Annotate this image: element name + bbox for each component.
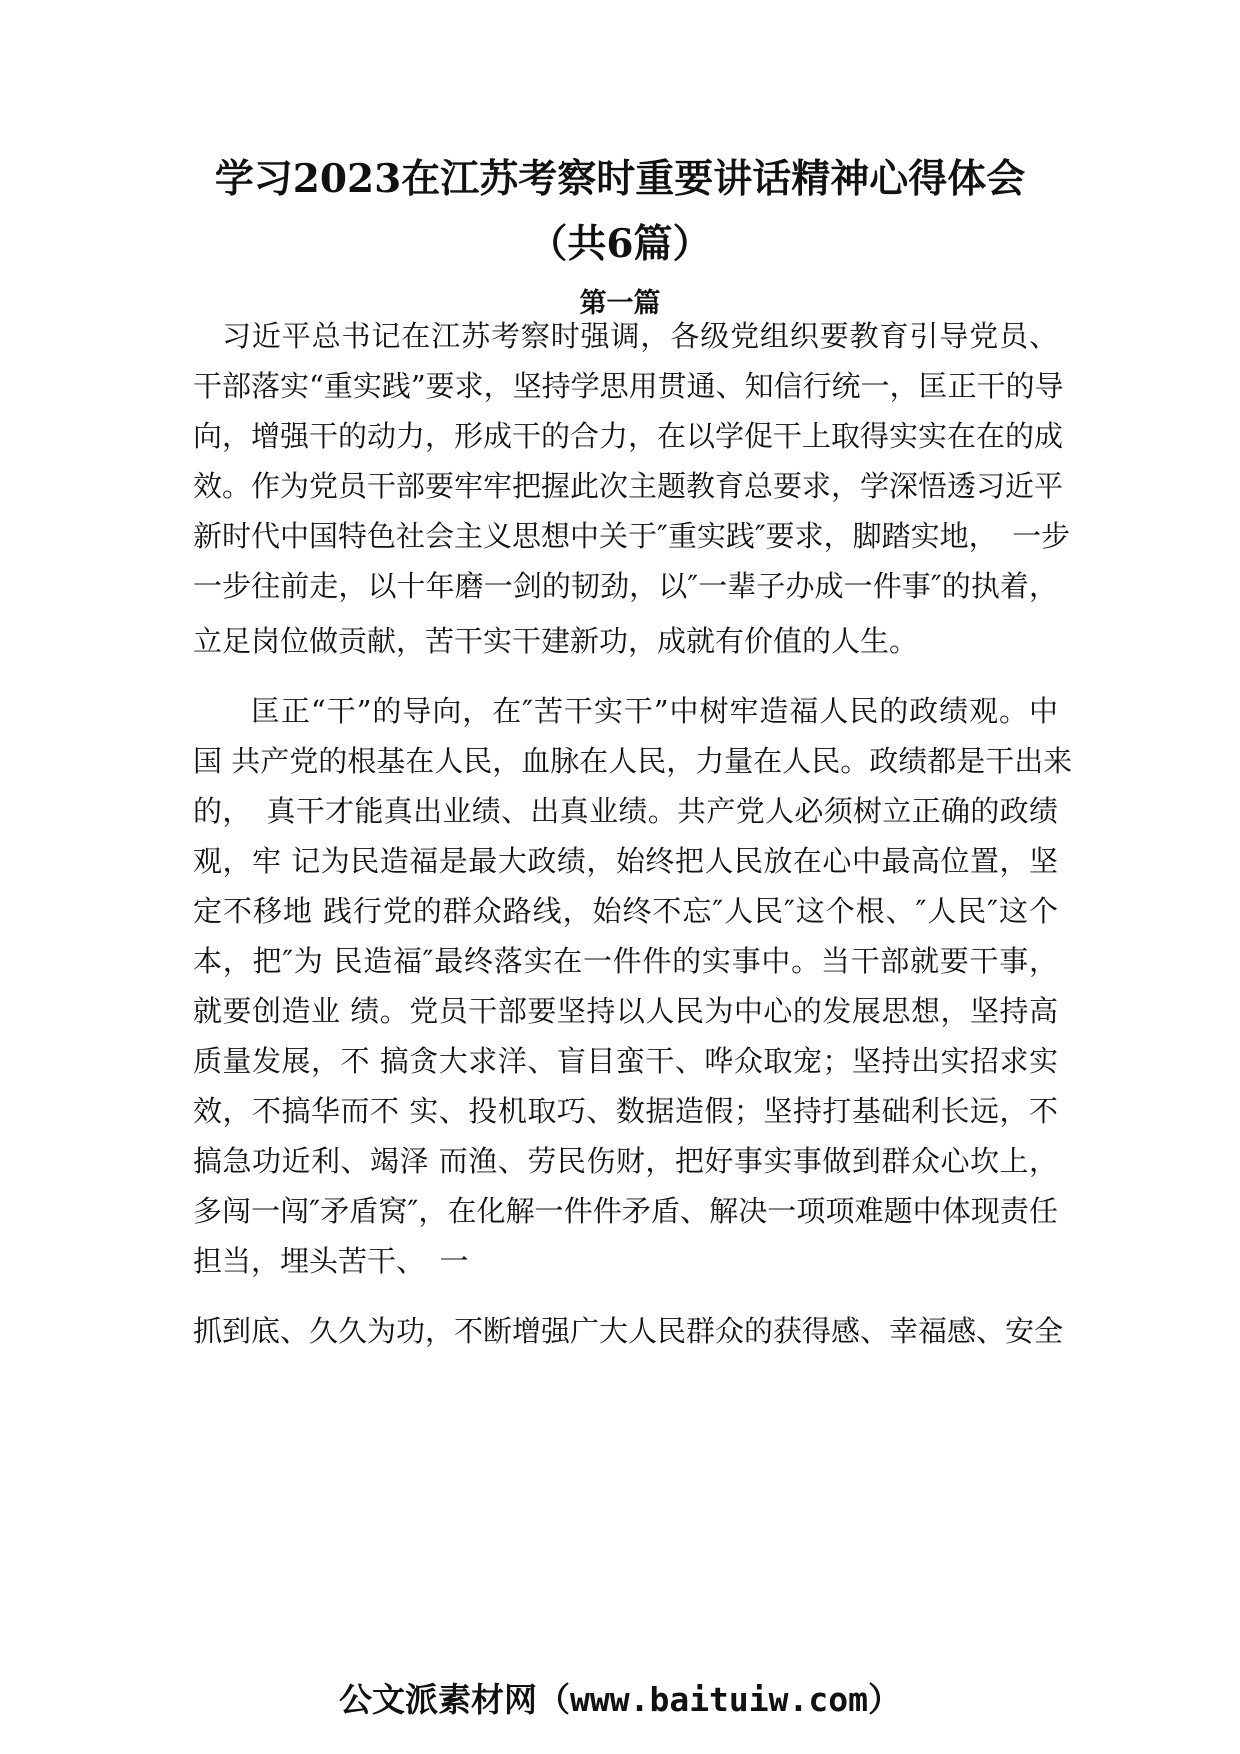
paragraph2-line: 效，不搞华而不 实、投机取巧、数据造假；坚持打基础利长远，不 xyxy=(193,1094,1058,1128)
paragraph2-line: 质量发展，不 搞贪大求洋、盲目蛮干、哗众取宠；坚持出实招求实 xyxy=(193,1044,1058,1078)
footer-url: （www.baituiw.com） xyxy=(536,1680,901,1719)
paragraph2-line: 国 共产党的根基在人民，血脉在人民，力量在人民。政绩都是干出来 xyxy=(193,744,1073,778)
paragraph2-line: 观，牢 记为民造福是最大政绩，始终把人民放在心中最高位置，坚 xyxy=(193,844,1058,878)
paragraph1-line: 立足岗位做贡献，苦干实干建新功，成就有价值的人生。 xyxy=(193,624,919,658)
paragraph1-line: 新时代中国特色社会主义思想中关于″重实践″要求，脚踏实地， 一步 xyxy=(193,519,1071,553)
document-title-line1: 学习2023在江苏考察时重要讲话精神心得体会 xyxy=(214,156,1026,202)
paragraph1-line: 习近平总书记在江苏考察时强调，各级党组织要教育引导党员、 xyxy=(222,319,1058,353)
paragraph1-line: 效。作为党员干部要牢牢把握此次主题教育总要求，学深悟透习近平 xyxy=(193,469,1064,503)
paragraph2-line: 定不移地 践行党的群众路线，始终不忘″人民″这个根、″人民″这个 xyxy=(193,894,1058,928)
paragraph2-line: 抓到底、久久为功，不断增强广大人民群众的获得感、幸福感、安全 xyxy=(193,1314,1064,1348)
paragraph2-line: 担当，埋头苦干、 一 xyxy=(193,1244,469,1278)
document-title-line2: （共6篇） xyxy=(528,221,712,267)
paragraph2-line: 搞急功近利、竭泽 而渔、劳民伤财，把好事实事做到群众心坎上， xyxy=(193,1144,1058,1178)
footer-watermark xyxy=(0,1680,1240,1719)
paragraph2-line: 的， 真干才能真出业绩、出真业绩。共产党人必须树立正确的政绩 xyxy=(193,794,1058,828)
paragraph2-line: 匡正“干”的导向，在″苦干实干”中树牢造福人民的政绩观。中 xyxy=(251,694,1058,728)
section-heading: 第一篇 xyxy=(579,288,661,319)
footer-site-name: 公文派素材网 xyxy=(338,1680,537,1719)
paragraph1-line: 干部落实“重实践”要求，坚持学思用贯通、知信行统一，匡正干的导 xyxy=(193,369,1064,403)
paragraph2-line: 多闯一闯″矛盾窝″，在化解一件件矛盾、解决一项项难题中体现责任 xyxy=(193,1194,1058,1228)
paragraph2-line: 就要创造业 绩。党员干部要坚持以人民为中心的发展思想，坚持高 xyxy=(193,994,1058,1028)
paragraph1-line: 一步往前走，以十年磨一剑的韧劲，以″一辈子办成一件事″的执着， xyxy=(193,569,1058,603)
paragraph1-line: 向，增强干的动力，形成干的合力，在以学促干上取得实实在在的成 xyxy=(193,419,1064,453)
paragraph2-line: 本，把″为 民造福″最终落实在一件件的实事中。当干部就要干事， xyxy=(193,944,1058,978)
